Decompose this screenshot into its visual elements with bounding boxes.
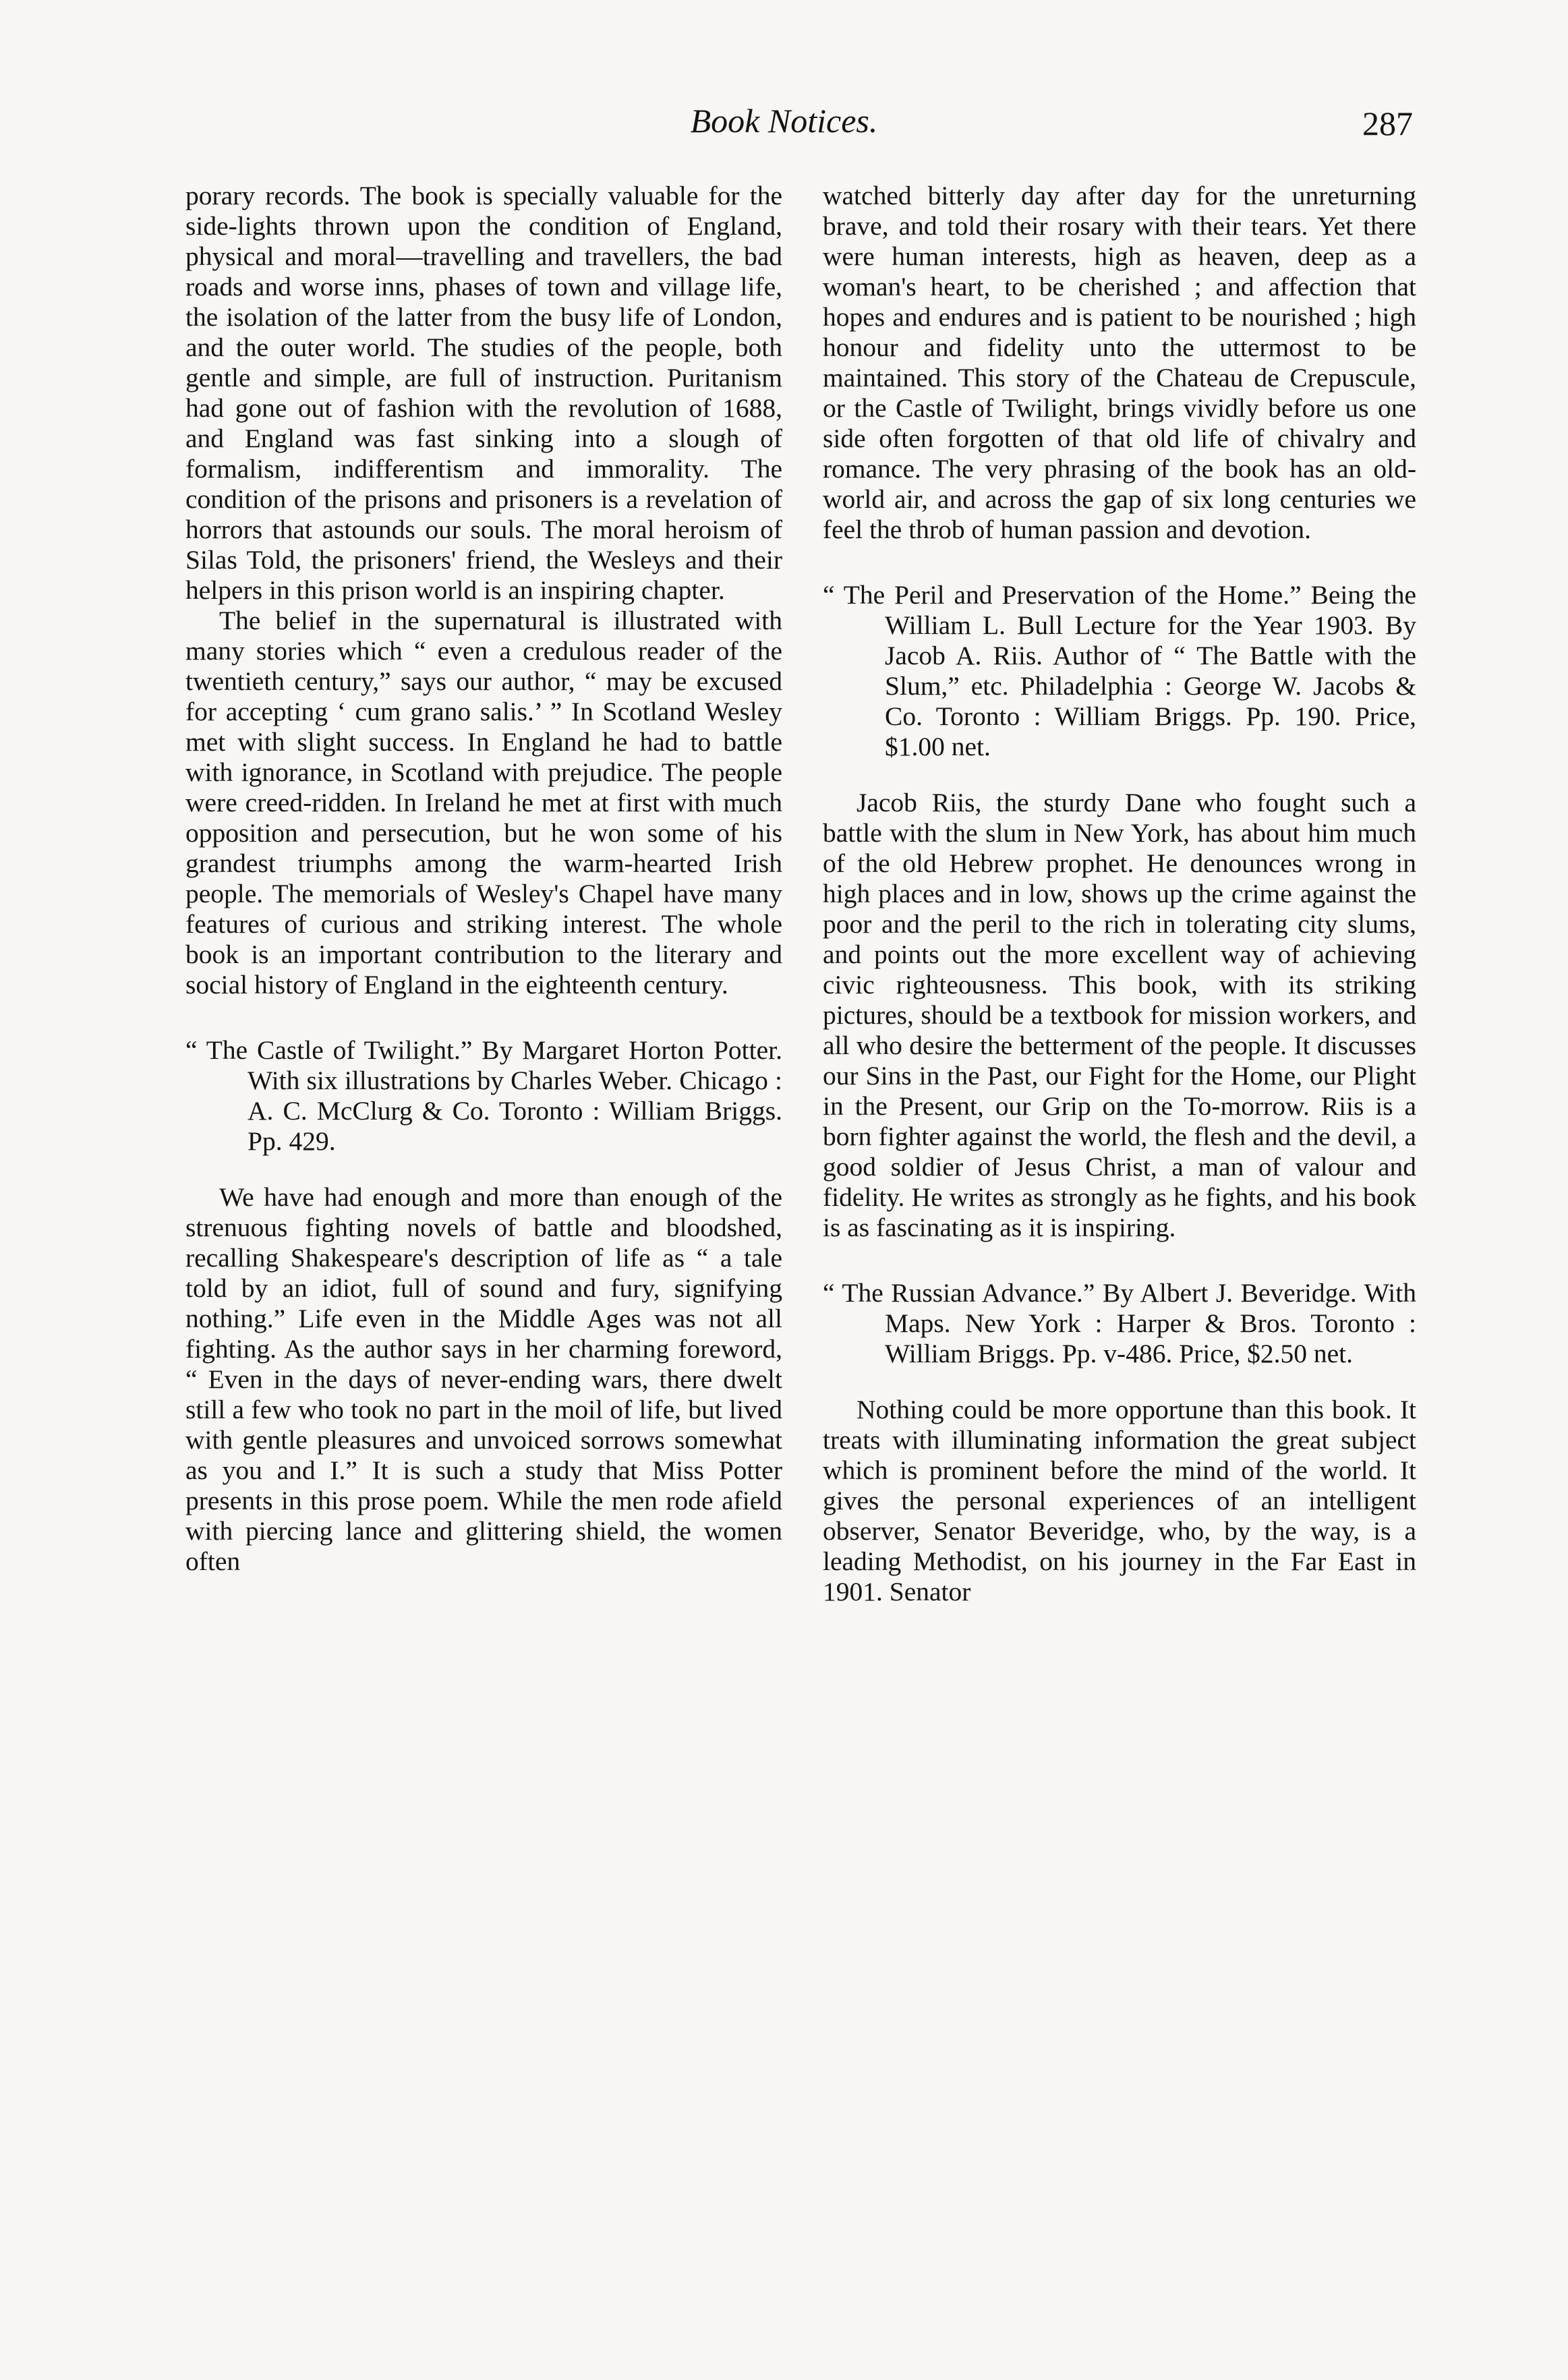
running-title: Book Notices. (690, 102, 878, 140)
page-number: 287 (1362, 105, 1413, 142)
right-column (823, 181, 1416, 1607)
left-column (185, 181, 782, 1577)
page-header (0, 101, 1568, 148)
book-notice-castle-of-twilight: “ The Castle of Twilight.” By Margaret Horton Potter. With six illustrations by Charles Weber. Chicago : A. C. McClurg & Co. Toronto : William Briggs. Pp. 429. (185, 1035, 782, 1156)
paragraph-russian-review: Nothing could be more opportune than this book. It treats with illuminating information the great subject which is prominent before the mind of the world. It gives the personal experiences of an intelligent observer, Senator Beveridge, who, by the way, is a leading Methodist, on his journey in the Far East in 1901. Senator (823, 1395, 1416, 1606)
paragraph-riis-review: Jacob Riis, the sturdy Dane who fought such a battle with the slum in New York, has about him much of the old Hebrew prophet. He denounces wrong in high places and in low, shows up the crime against the poor and the peril to the rich in tolerating city slums, and points out the more excellent way of achieving civic righteousness. This book, with its striking pictures, should be a textbook for mission workers, and all who desire the betterment of the people. It discusses our Sins in the Past, our Fight for the Home, our Plight in the Present, our Grip on the To-morrow. Riis is a born fighter against the world, the flesh and the devil, a good soldier of Jesus Christ, a man of valour and fidelity. He writes as strongly as he fights, and his book is as fascinating as it is inspiring. (823, 788, 1416, 1242)
paragraph-castle-review: We have had enough and more than enough of the strenuous fighting novels of battle and bloodshed, recalling Shakespeare's description of life as “ a tale told by an idiot, full of sound and fury, signifying nothing.” Life even in the Middle Ages was not all fighting. As the author says in her charming foreword, “ Even in the days of never-ending wars, there dwelt still a few who took no part in the moil of life, but lived with gentle pleasures and unvoiced sorrows somewhat as you and I.” It is such a study that Miss Potter presents in this prose poem. While the men rode afield with piercing lance and glittering shield, the women often (185, 1182, 782, 1576)
paragraph-castle-review-continued: watched bitterly day after day for the unreturning brave, and told their rosary with their tears. Yet there were human interests, high as heaven, deep as a woman's heart, to be cherished ; and affection that hopes and endures and is patient to be nourished ; high honour and fidelity unto the uttermost to be maintained. This story of the Chateau de Crepuscule, or the Castle of Twilight, brings vividly before us one side often forgotten of that old life of chivalry and romance. The very phrasing of the book has an old-world air, and across the gap of six long centuries we feel the throb of human passion and devotion. (823, 181, 1416, 544)
paragraph-supernatural: The belief in the supernatural is illustrated with many stories which “ even a credulous reader of the twentieth century,” says our author, “ may be excused for accepting ‘ cum grano salis.’ ” In Scotland Wesley met with slight success. In England he had to battle with ignorance, in Scotland with prejudice. The people were creed-ridden. In Ireland he met at first with much opposition and persecution, but he won some of his grandest triumphs among the warm-hearted Irish people. The memorials of Wesley's Chapel have many features of curious and striking interest. The whole book is an important contribution to the literary and social history of England in the eighteenth century. (185, 606, 782, 999)
book-notice-russian-advance: “ The Russian Advance.” By Albert J. Beveridge. With Maps. New York : Harper & Bros. Toronto : William Briggs. Pp. v-486. Price, $2.50 net. (823, 1278, 1416, 1368)
paragraph-wesley-records: porary records. The book is specially valuable for the side-lights thrown upon the condition of England, physical and moral—travelling and travellers, the bad roads and worse inns, phases of town and village life, the isolation of the latter from the busy life of London, and the outer world. The studies of the people, both gentle and simple, are full of instruction. Puritanism had gone out of fashion with the revolution of 1688, and England was fast sinking into a slough of formalism, indifferentism and immorality. The condition of the prisons and prisoners is a revelation of horrors that astounds our souls. The moral heroism of Silas Told, the prisoners' friend, the Wesleys and their helpers in this prison world is an inspiring chapter. (185, 181, 782, 605)
book-notice-peril-of-the-home: “ The Peril and Preservation of the Home.” Being the William L. Bull Lecture for the Year 1903. By Jacob A. Riis. Author of “ The Battle with the Slum,” etc. Philadelphia : George W. Jacobs & Co. Toronto : William Briggs. Pp. 190. Price, $1.00 net. (823, 580, 1416, 761)
